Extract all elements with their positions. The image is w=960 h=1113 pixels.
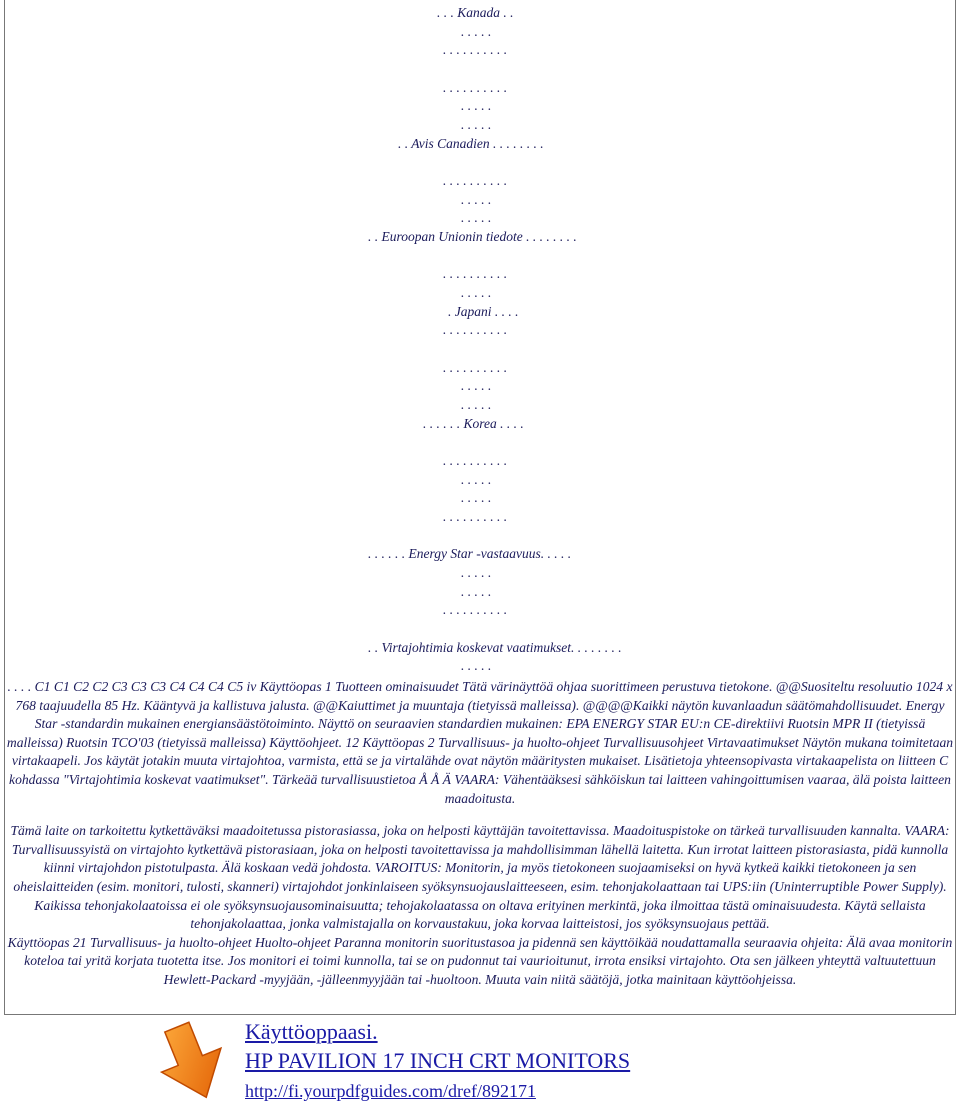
footer-links	[245, 1018, 630, 1106]
toc-line: . . . . .	[461, 490, 492, 505]
paragraph-gap	[6, 808, 954, 822]
page-frame-bottom	[4, 1014, 956, 1015]
toc-line: . . . . . . . . . .	[443, 42, 508, 57]
toc-line: . . . . . . . . . .	[443, 173, 508, 188]
toc-line: . . . . .	[461, 98, 492, 113]
toc-line: . . . . . . . . . .	[443, 453, 508, 468]
body-paragraph-maintenance: Käyttöopas 21 Turvallisuus- ja huolto-ohjeet Huolto-ohjeet Paranna monitorin suoritustasoa ja pidennä sen käyttöikää noudattamalla seuraavia ohjeita: Älä avaa monitorin koteloa tai yritä korjata tuotetta itse. Jos monitori ei toimi kunnolla, tai se on pudonnut tai vaurioitunut, irrota ensiksi virtajohto. Ota sen jälkeen yhteyttä valtuutettuun Hewlett-Packard -myyjään, -jälleenmyyjään tai -huoltoon. Muuta vain niitä säätöjä, jotka mainitaan käyttöohjeissa.	[7, 934, 953, 987]
product-title-link[interactable]: HP PAVILION 17 INCH CRT MONITORS	[245, 1048, 631, 1073]
toc-line: . . . . .	[461, 210, 492, 225]
toc-line: . . . . .	[461, 117, 492, 132]
toc-line: . . . . . . Korea . . . .	[423, 416, 524, 431]
toc-line: . . . . . . . . . .	[443, 266, 508, 281]
toc-line: . . Avis Canadien . . . . . . . .	[398, 136, 544, 151]
toc-line: . . . . . . . . . .	[443, 602, 508, 617]
guide-link[interactable]: Käyttöoppaasi.	[245, 1019, 378, 1044]
toc-line: . . . . .	[461, 584, 492, 599]
toc-line: . . . Kanada . .	[437, 5, 514, 20]
toc-line: . . . . .	[461, 472, 492, 487]
source-url-link[interactable]: http://fi.yourpdfguides.com/dref/892171	[245, 1081, 536, 1101]
body-paragraph-features: . . . . C1 C1 C2 C2 C3 C3 C3 C4 C4 C4 C5 iv Käyttöopas 1 Tuotteen ominaisuudet Tätä värinäyttöä ohjaa suorittimeen perustuva tietokone. @@Suositeltu resoluutio 1024 x 768 taajuudella 85 Hz. Kääntyvä ja kallistuva jalusta. @@Kaiuttimet ja muuntaja (tietyissä malleissa). @@@@Kaikki näytön kuvanlaadun säätömahdollisuudet. Energy Star -standardin mukainen energiansäästötoiminto. Näyttö on seuraavien standardien mukainen: EPA ENERGY STAR EU:n CE-direktiivi Ruotsin MPR II (tietyissä malleissa) Ruotsin TCO'03 (tietyissä malleissa) Käyttöohjeet. 12 Käyttöopas 2 Turvallisuus- ja huolto-ohjeet Turvallisuusohjeet Virtavaatimukset Näytön mukana toimitetaan virtakaapeli. Jos käytät jotakin muuta virtajohtoa, varmista, että se ja virtalähde ovat näytön määritysten mukaiset. Lisätietoja yhteensopivasta virtakaapelista on liitteen C kohdassa "Virtajohtimia koskevat vaatimukset". Tärkeää turvallisuustietoa Å Å Ä VAARA: Vähentääksesi sähköiskun tai laitteen vahingoittumisen vaaraa, älä poista laitteen maadoitusta.	[6, 679, 954, 806]
toc-line: . . . . . . . . . .	[443, 509, 508, 524]
toc-line: . . . . .	[461, 192, 492, 207]
toc-line: . . Euroopan Unionin tiedote . . . . . . . .	[368, 229, 577, 244]
toc-line: . . . . .	[461, 565, 492, 580]
toc-line: . . . . . . . . . .	[443, 322, 508, 337]
download-arrow-icon	[156, 1020, 230, 1106]
toc-line: . . . . .	[461, 285, 492, 300]
page-frame-left	[4, 0, 5, 1015]
toc-line: . . . . .	[461, 24, 492, 39]
toc-line: . . . . . . Energy Star -vastaavuus. . . . .	[368, 546, 572, 561]
page-frame-right	[955, 0, 956, 1015]
body-paragraph-safety: Tämä laite on tarkoitettu kytkettäväksi maadoitetussa pistorasiassa, joka on helposti käyttäjän tavoitettavissa. Maadoituspistoke on tärkeä turvallisuuden kannalta. VAARA: Turvallisuussyistä on virtajohto kytkettävä pistorasiaan, joka on helposti tavoitettavissa ja mahdollisimman lähellä laitetta. Kun irrotat laitteen pistorasiasta, pidä kunnolla kiinni virtajohdon pistotulpasta. Älä koskaan vedä johdosta. VAROITUS: Monitorin, ja myös tietokoneen suojaamiseksi on hyvä kytkeä kaikki tietokoneen ja sen oheislaitteiden (esim. monitori, tulosti, skanneri) virtajohdot jonkinlaiseen syöksynsuojauslaitteeseen, esim. tehonjakolaattaan tai UPS:iin (Uninterruptible Power Supply). Kaikissa tehonjakolaatoissa ei ole syöksynsuojausominaisuutta; tehojakolaatassa on oltava erityinen merkintä, joka ilmoittaa tästä ominaisuudesta. Käytä sellaista tehonjakolaattaa, jonka valmistajalla on korvaustakuu, joka korvaa laitteistosi, jos syöksynsuojaus pettää.	[10, 823, 950, 932]
toc-line: . . . . . . . . . .	[443, 80, 508, 95]
toc-line: . . . . .	[461, 658, 492, 673]
document-body	[6, 678, 954, 990]
toc-line: . . Virtajohtimia koskevat vaatimukset. . . . . . . .	[368, 640, 622, 655]
toc-line: . . . . . . . . . .	[443, 360, 508, 375]
toc-line: . Japani . . . .	[448, 304, 519, 319]
toc-line: . . . . .	[461, 378, 492, 393]
toc-line: . . . . .	[461, 397, 492, 412]
